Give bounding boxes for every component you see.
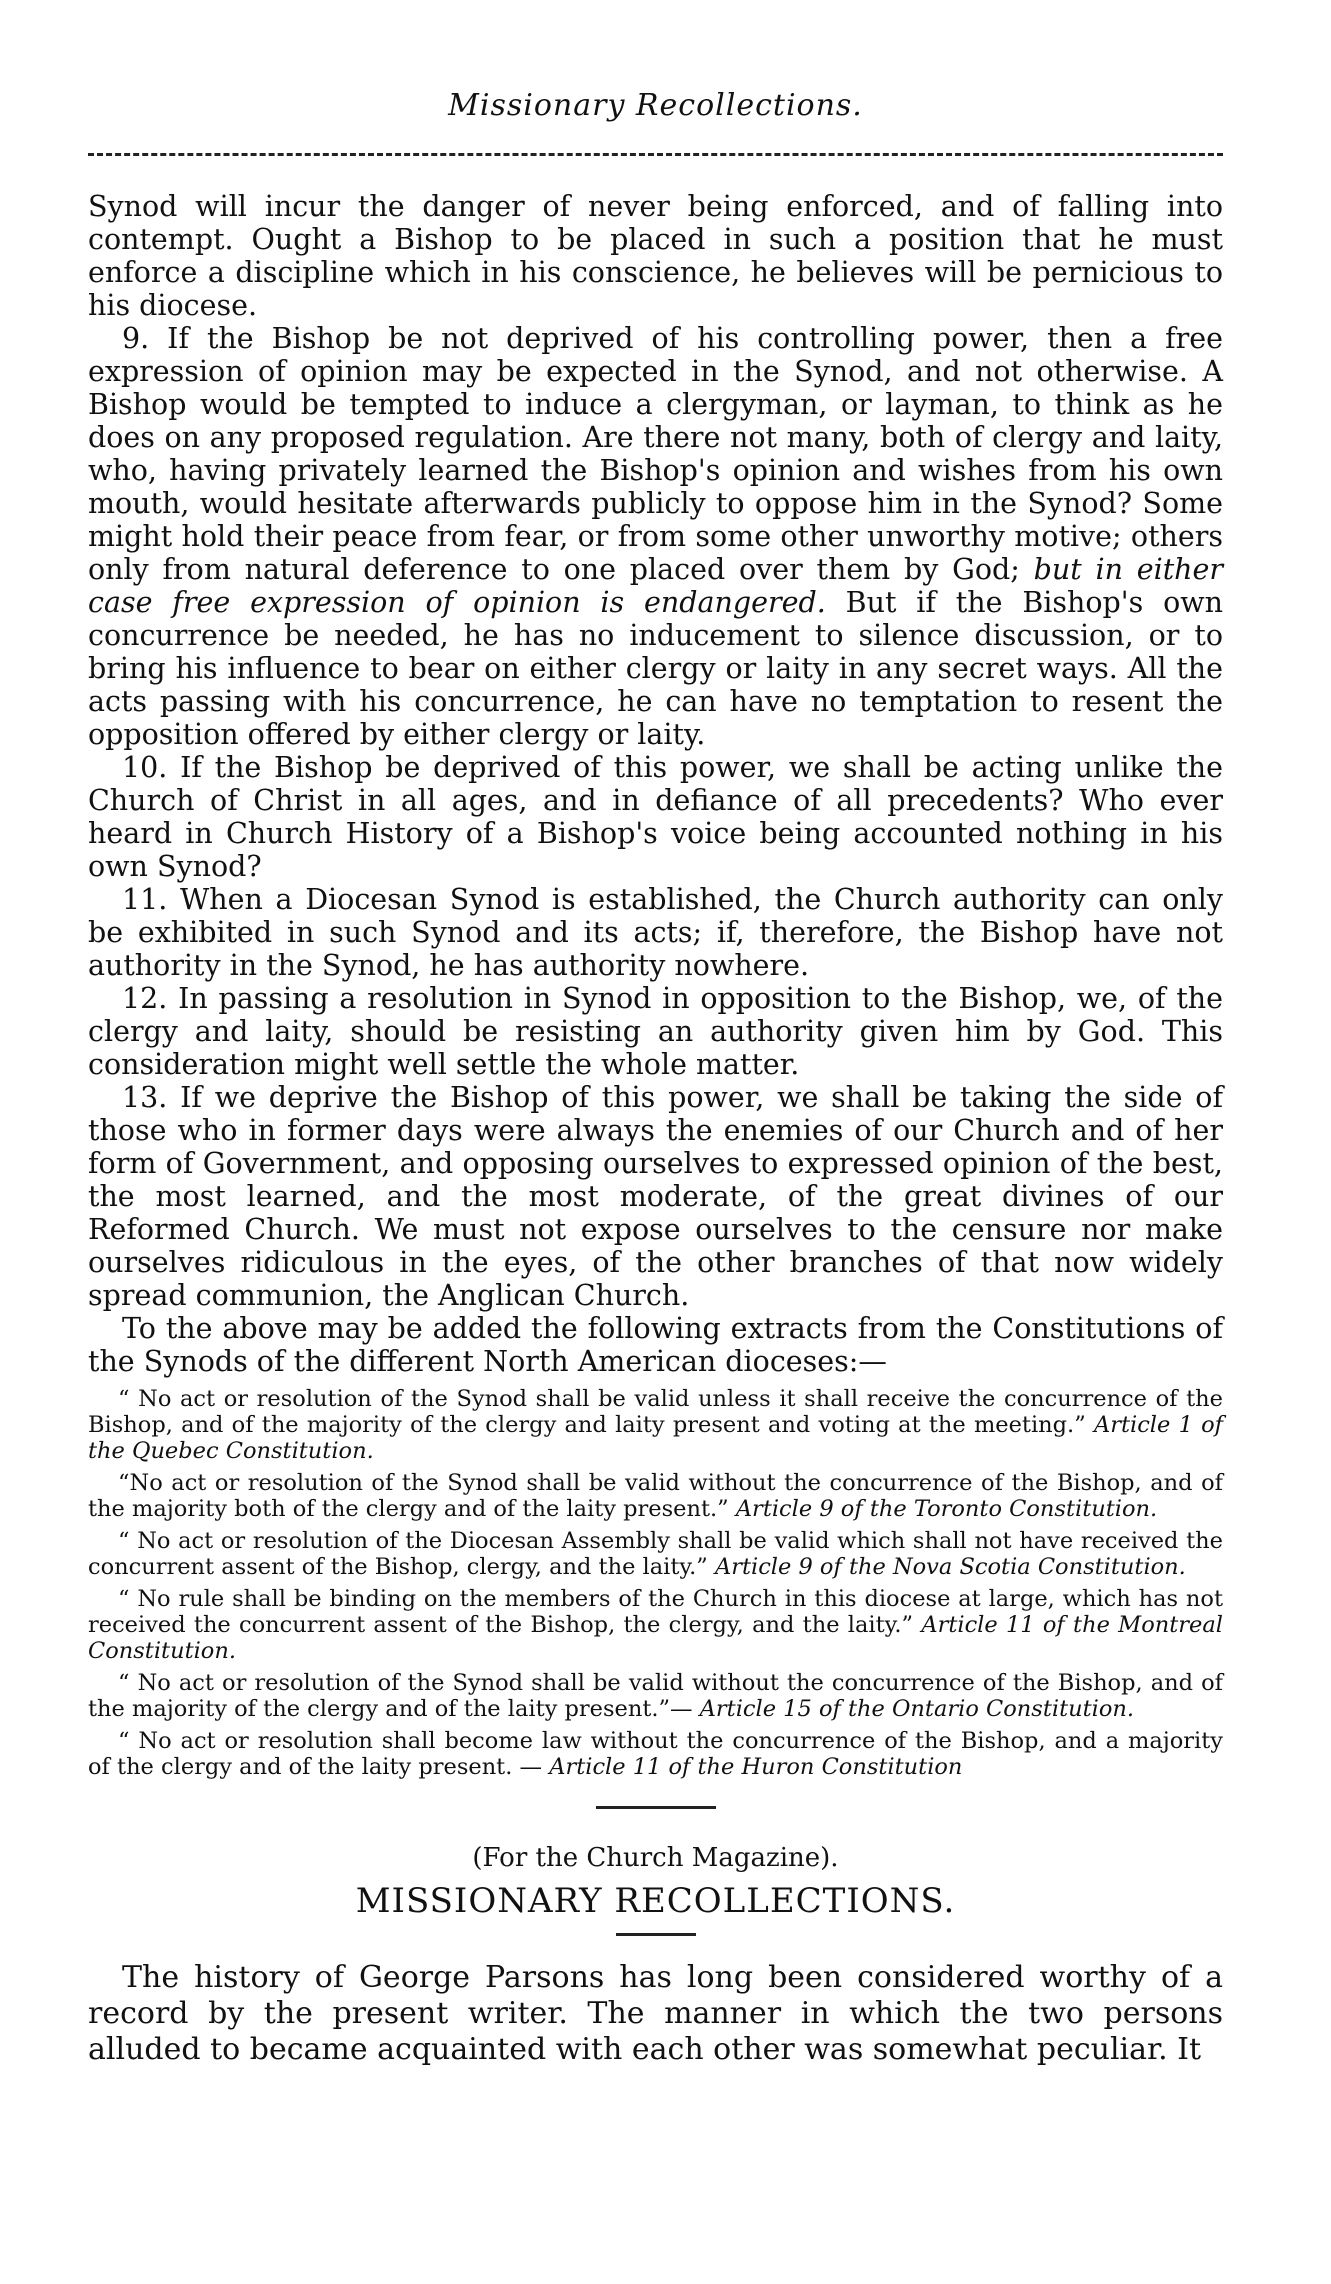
quote-citation: Article 11 of the Montreal Constitution. bbox=[88, 1612, 1223, 1664]
quote-text: “ No rule shall be binding on the members of the Church in this diocese at large, which has not received the concurrent assent of the Bishop, the clergy, and the laity.” bbox=[88, 1586, 1223, 1638]
quote-text: “No act or resolution of the Synod shall be valid without the concurrence of the Bishop, and of the majority both of the clergy and of the laity present.” bbox=[88, 1470, 1223, 1522]
quote-quebec bbox=[88, 1386, 1223, 1464]
quote-huron bbox=[88, 1728, 1223, 1780]
paragraph-9-rest: But if the Bishop's own concurrence be needed, he has no inducement to silence discussion, or to bring his influence to bear on either clergy or laity in any secret ways. All the acts passing with his concurrence, he can have no temptation to resent the opposition offered by either clergy or laity. bbox=[88, 586, 1223, 751]
paragraph-9 bbox=[88, 322, 1223, 751]
quote-text: “ No act or resolution of the Diocesan Assembly shall be valid which shall not have received the concurrent assent of the Bishop, clergy, and the laity.” bbox=[88, 1528, 1223, 1580]
paragraph-13: 13. If we deprive the Bishop of this power, we shall be taking the side of those who in former days were always the enemies of our Church and of her form of Government, and opposing ourselves to expressed opinion of the best, the most learned, and the most moderate, of the great divines of our Reformed Church. We must not expose ourselves to the censure nor make ourselves ridiculous in the eyes, of the other branches of that now widely spread communion, the Anglican Church. bbox=[88, 1081, 1223, 1312]
quote-citation: Article 1 of the Quebec Constitution. bbox=[88, 1412, 1223, 1464]
section-title: MISSIONARY RECOLLECTIONS. bbox=[355, 1881, 956, 1921]
quote-citation: Article 11 of the Huron Constitution bbox=[549, 1754, 963, 1780]
title-underline-rule bbox=[616, 1933, 696, 1936]
section-divider-rule bbox=[596, 1806, 716, 1809]
paragraph-11: 11. When a Diocesan Synod is established, the Church authority can only be exhibited in such Synod and its acts; if, therefore, the Bishop have not authority in the Synod, he has authority nowhere. bbox=[88, 883, 1223, 982]
quote-citation: Article 9 of the Toronto Constitution. bbox=[735, 1496, 1158, 1522]
paragraph-intro-extracts: To the above may be added the following extracts from the Constitutions of the Synods of the different North American dioceses:— bbox=[88, 1312, 1223, 1378]
paragraph-9-italic: but in either case free expression of opinion is endangered. bbox=[88, 553, 1224, 619]
running-head: Missionary Recollections. bbox=[448, 88, 863, 123]
section-opening-paragraph: The history of George Parsons has long been considered worthy of a record by the present writer. The manner in which the two persons alluded to became acquainted with each other was somewhat peculiar. It bbox=[88, 1960, 1223, 2067]
header-dashed-rule bbox=[88, 153, 1223, 156]
paragraph-continued: Synod will incur the danger of never being enforced, and of falling into contempt. Ought a Bishop to be placed in such a position that he must enforce a discipline which in his conscience, he believes will be pernicious to his diocese. bbox=[88, 190, 1223, 322]
paragraph-10: 10. If the Bishop be deprived of this power, we shall be acting unlike the Church of Christ in all ages, and in defiance of all precedents? Who ever heard in Church History of a Bishop's voice being accounted nothing in his own Synod? bbox=[88, 751, 1223, 883]
quote-text: “ No act or resolution of the Synod shall be valid unless it shall receive the concurrence of the Bishop, and of the majority of the clergy and laity present and voting at the meeting.” bbox=[88, 1386, 1223, 1438]
quote-citation: Article 9 of the Nova Scotia Constitution. bbox=[714, 1554, 1186, 1580]
paragraph-12: 12. In passing a resolution in Synod in opposition to the Bishop, we, of the clergy and laity, should be resisting an authority given him by God. This consideration might well settle the whole matter. bbox=[88, 982, 1223, 1081]
quote-nova-scotia bbox=[88, 1528, 1223, 1580]
document-page bbox=[88, 0, 1223, 2068]
paragraph-9-text: 9. If the Bishop be not deprived of his controlling power, then a free expression of opinion may be expected in the Synod, and not otherwise. A Bishop would be tempted to induce a clergyman, or layman, to think as he does on any proposed regulation. Are there not many, both of clergy and laity, who, having privately learned the Bishop's opinion and wishes from his own mouth, would hesitate afterwards publicly to oppose him in the Synod? Some might hold their peace from fear, or from some other unworthy motive; others only from natural deference to one placed over them by God; bbox=[88, 322, 1223, 586]
quote-text: “ No act or resolution of the Synod shall be valid without the concurrence of the Bishop, and of the majority of the clergy and of the laity present.”— bbox=[88, 1670, 1223, 1722]
quote-text: “ No act or resolution shall become law without the concurrence of the Bishop, and a majority of the clergy and of the laity present. — bbox=[88, 1728, 1223, 1780]
quote-citation: Article 15 of the Ontario Constitution. bbox=[699, 1696, 1135, 1722]
quote-toronto bbox=[88, 1470, 1223, 1522]
quote-montreal bbox=[88, 1586, 1223, 1664]
quote-ontario bbox=[88, 1670, 1223, 1722]
section-source-line: (For the Church Magazine). bbox=[472, 1843, 839, 1873]
